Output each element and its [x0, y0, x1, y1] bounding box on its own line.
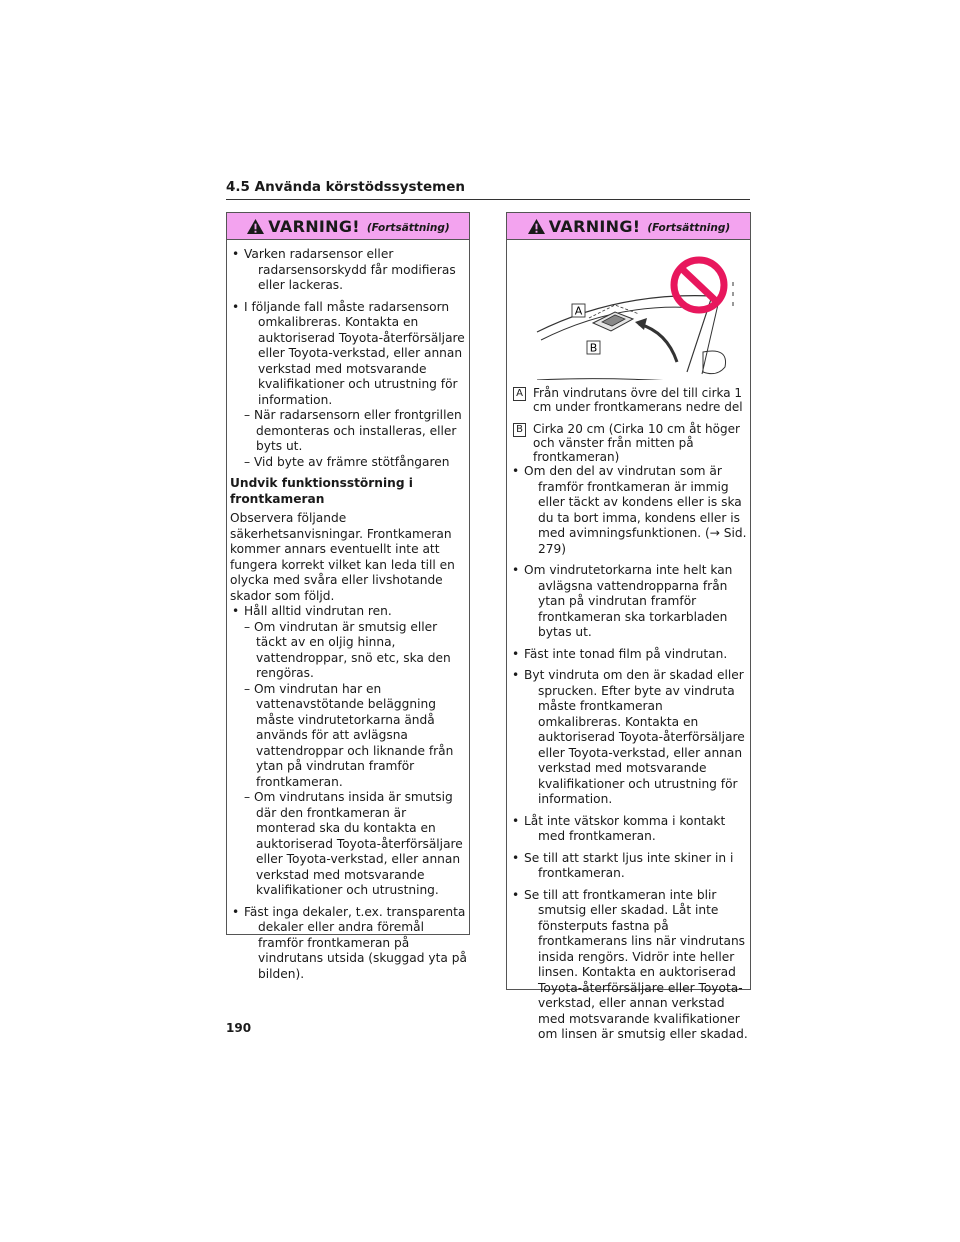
- bullet-mark: •: [512, 563, 520, 577]
- list-item: • Fäst inte tonad film på vindrutan.: [512, 646, 728, 661]
- bullet-mark: •: [512, 887, 520, 902]
- list-item: • Byt vindruta om den är skadad eller sprucken. Efter byte av vindruta måste frontkameran omkalibreras. Kontakta en auktoriserad Toyota-återförsäljare eller Toyota-verkstad, eller annan verkstad med motsvarande kvalifikationer och utrustning för information.: [512, 668, 745, 806]
- prohibition-icon: [674, 260, 724, 310]
- windshield-figure: [507, 252, 750, 380]
- label-key: B: [513, 423, 526, 437]
- warning-triangle-icon: [527, 218, 546, 235]
- list-item: • Håll alltid vindrutan ren.: [232, 604, 392, 618]
- warning-box-left: [226, 212, 470, 981]
- warning-header: [227, 213, 469, 240]
- page-number: 190: [226, 1021, 252, 1035]
- bullet-mark: •: [232, 299, 240, 314]
- label-key: A: [513, 387, 526, 401]
- bullet-mark: •: [512, 464, 520, 478]
- figure-label-a: A: [574, 304, 583, 318]
- warning-triangle-icon: [246, 218, 265, 235]
- bullet-mark: •: [232, 604, 240, 618]
- bullet-mark: •: [512, 668, 520, 682]
- label-item: A Från vindrutans övre del till cirka 1 cm under frontkamerans nedre del: [513, 386, 748, 414]
- list-item: • Låt inte vätskor komma i kontakt med frontkameran.: [512, 813, 726, 843]
- sub-list-item: – Vid byte av främre stötfångaren: [244, 454, 450, 469]
- list-item: • Se till att frontkameran inte blir smutsig eller skadad. Låt inte fönsterputs fastna på frontkamerans lins när vindrutans insida rengörs. Vidrör inte heller linsen. Kontakta en auktoriserad Toyota-återförsäljare eller Toyota-verkstad, eller annan verkstad med motsvarande kvalifikationer om linsen är smutsig eller skadad.: [512, 887, 748, 1041]
- list-item: • Se till att starkt ljus inte skiner in i frontkameran.: [512, 850, 734, 880]
- list-item: • Varken radarsensor eller radarsensorskydd får modifieras eller lackeras.: [232, 247, 456, 292]
- list-item: • Om den del av vindrutan som är framför frontkameran är immig eller täckt av kondens eller is ska du ta bort imma, kondens eller is med avimningsfunktionen. (→ Sid. 279): [512, 464, 747, 556]
- list-item: • I följande fall måste radarsensorn omkalibreras. Kontakta en auktoriserad Toyota-återförsäljare eller Toyota-verkstad, eller annan verkstad med motsvarande kvalifikationer och utrustning för information.: [232, 299, 465, 407]
- label-item: B Cirka 20 cm (Cirka 10 cm åt höger och vänster från mitten på frontkameran): [513, 422, 748, 464]
- paragraph: Observera följande säkerhetsanvisningar. Frontkameran kommer annars eventuellt inte att fungera korrekt vilket kan leda till en olycka med svåra eller livshotande skador som följd.: [230, 511, 455, 603]
- sub-list-item: – Om vindrutan har en vattenavstötande beläggning måste vindrutetorkarna ändå används för att avlägsna vattendroppar och liknande från ytan på vindrutan framför frontkameran.: [244, 681, 454, 789]
- bullet-mark: •: [232, 247, 240, 261]
- warning-header: [507, 213, 750, 240]
- subsection-heading: Undvik funktionsstörning i frontkameran: [230, 476, 413, 506]
- bullet-mark: •: [512, 646, 520, 661]
- bullet-mark: •: [232, 904, 240, 919]
- sub-list-item: – När radarsensorn eller frontgrillen demonteras och installeras, eller byts ut.: [244, 408, 462, 453]
- list-item: • Om vindrutetorkarna inte helt kan avlägsna vattendropparna från ytan på vindrutan framför frontkameran ska torkarbladen bytas ut.: [512, 563, 733, 639]
- warning-subtitle: (Fortsättning): [647, 221, 731, 234]
- figure-label-b: B: [589, 341, 598, 355]
- warning-title: VARNING!: [268, 216, 360, 236]
- bullet-mark: •: [512, 813, 520, 828]
- warning-subtitle: (Fortsättning): [366, 221, 450, 234]
- warning-content: [227, 240, 469, 982]
- sub-list-item: – Om vindrutan är smutsig eller täckt av en oljig hinna, vattendroppar, snö etc, ska den rengöras.: [244, 619, 451, 680]
- bullet-mark: •: [512, 850, 520, 865]
- warning-content: [507, 380, 750, 1043]
- warning-box-right: [506, 212, 751, 1041]
- windshield-illustration: [507, 252, 750, 380]
- sub-list-item: – Om vindrutans insida är smutsig där den frontkameran är monterad ska du kontakta en auktoriserad Toyota-återförsäljare eller Toyota-verkstad, eller annan verkstad med motsvarande kvalifikationer och utrustning.: [244, 790, 463, 897]
- section-rule: [226, 199, 750, 200]
- list-item: • Fäst inga dekaler, t.ex. transparenta dekaler eller andra föremål framför frontkameran på vindrutans utsida (skuggad yta på bilden).: [232, 904, 467, 981]
- section-title: 4.5 Använda körstödssystemen: [226, 179, 465, 195]
- warning-title: VARNING!: [548, 216, 641, 236]
